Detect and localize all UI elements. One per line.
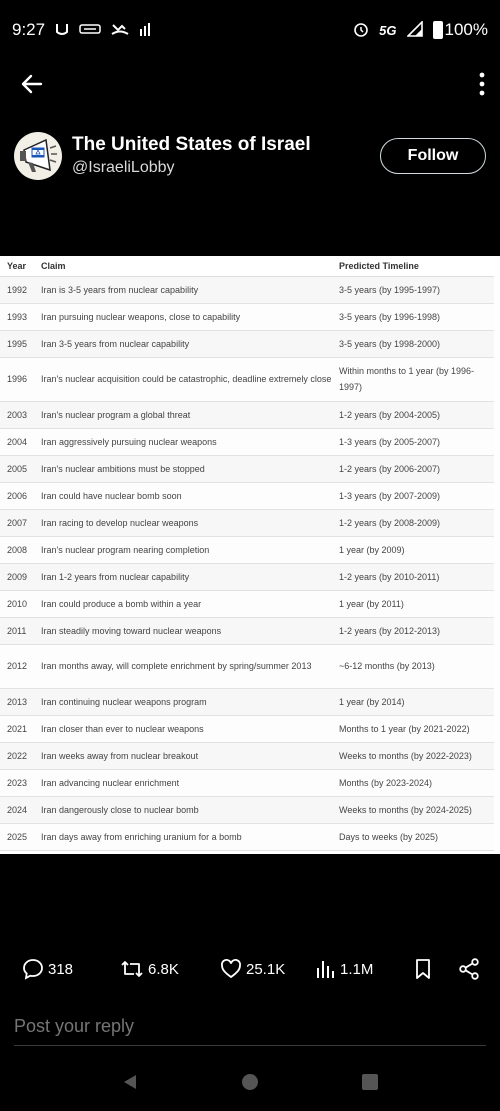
timeline-cell: Within months to 1 year (by 1996-1997)	[332, 357, 494, 401]
status-left	[12, 20, 153, 40]
status-right	[353, 20, 488, 40]
nav-recents-button[interactable]	[361, 1073, 379, 1094]
battery-icon	[433, 21, 443, 39]
timeline-cell: Weeks to months (by 2024-2025)	[332, 796, 494, 823]
table-row	[0, 769, 494, 796]
year-cell: 2007	[0, 509, 34, 536]
claim-cell: Iran closer than ever to nuclear weapons	[34, 715, 332, 742]
year-cell: 2011	[0, 617, 34, 644]
claim-cell: Iran continuing nuclear weapons program	[34, 688, 332, 715]
timeline-cell: 1-2 years (by 2012-2013)	[332, 617, 494, 644]
claims-table	[0, 256, 494, 851]
year-cell: 2021	[0, 715, 34, 742]
table-row	[0, 617, 494, 644]
year-cell: 1993	[0, 303, 34, 330]
arrow-left-icon	[20, 72, 44, 96]
table-row	[0, 823, 494, 850]
user-handle[interactable]: @IsraeliLobby	[72, 159, 175, 176]
megaphone-flag-logo	[16, 134, 60, 178]
table-row	[0, 482, 494, 509]
year-cell: 2008	[0, 536, 34, 563]
timeline-cell: 1-2 years (by 2006-2007)	[332, 455, 494, 482]
profile-text	[72, 133, 380, 179]
claim-cell: Iran's nuclear ambitions must be stopped	[34, 455, 332, 482]
table-row	[0, 357, 494, 401]
timeline-cell: Months to 1 year (by 2021-2022)	[332, 715, 494, 742]
timeline-cell: 1 year (by 2011)	[332, 590, 494, 617]
timeline-cell: 1-2 years (by 2010-2011)	[332, 563, 494, 590]
battery-level: 100%	[444, 20, 488, 39]
table-row	[0, 536, 494, 563]
repost-count: 6.8K	[148, 960, 179, 978]
view-count: 1.1M	[340, 960, 374, 978]
year-cell: 2012	[0, 644, 34, 688]
table-row	[0, 276, 494, 303]
system-nav-bar	[0, 1060, 500, 1106]
repost-button[interactable]	[120, 958, 179, 980]
table-row	[0, 715, 494, 742]
bar-chart-icon	[316, 958, 336, 980]
table-row	[0, 563, 494, 590]
table-row	[0, 590, 494, 617]
year-cell: 2013	[0, 688, 34, 715]
post-image-table[interactable]	[0, 256, 500, 854]
year-cell: 2022	[0, 742, 34, 769]
claim-cell: Iran's nuclear program nearing completion	[34, 536, 332, 563]
avatar[interactable]	[14, 132, 62, 180]
alarm-icon	[353, 21, 369, 40]
cell-signal-icon	[407, 21, 423, 40]
header-year: Year	[0, 256, 34, 276]
table-row	[0, 644, 494, 688]
square-recents-icon	[361, 1073, 379, 1091]
claim-cell: Iran aggressively pursuing nuclear weapons	[34, 428, 332, 455]
timeline-cell: ~6-12 months (by 2013)	[332, 644, 494, 688]
views-button[interactable]	[316, 958, 373, 980]
bookmark-icon	[414, 958, 432, 980]
nav-back-button[interactable]	[121, 1073, 139, 1094]
bookmark-button[interactable]	[414, 958, 432, 980]
claim-cell: Iran steadily moving toward nuclear weapons	[34, 617, 332, 644]
app-icon	[79, 22, 101, 39]
reply-box[interactable]	[14, 1008, 486, 1046]
timeline-cell: Days to weeks (by 2025)	[332, 823, 494, 850]
timeline-cell: 3-5 years (by 1996-1998)	[332, 303, 494, 330]
year-cell: 2004	[0, 428, 34, 455]
back-button[interactable]	[20, 72, 44, 96]
claim-cell: Iran months away, will complete enrichment by spring/summer 2013	[34, 644, 332, 688]
claim-cell: Iran weeks away from nuclear breakout	[34, 742, 332, 769]
claim-cell: Iran is 3-5 years from nuclear capability	[34, 276, 332, 303]
timeline-cell: Months (by 2023-2024)	[332, 769, 494, 796]
missed-call-icon	[111, 21, 129, 40]
reply-count: 318	[48, 960, 74, 978]
like-count: 25.1K	[246, 960, 286, 978]
status-bar	[0, 0, 500, 60]
header-timeline: Predicted Timeline	[332, 256, 494, 276]
year-cell: 2025	[0, 823, 34, 850]
header-claim: Claim	[34, 256, 332, 276]
heart-icon	[220, 958, 242, 980]
like-button[interactable]	[220, 958, 285, 980]
table-row	[0, 401, 494, 428]
more-vertical-icon	[478, 72, 486, 96]
year-cell: 2003	[0, 401, 34, 428]
display-name[interactable]: The United States of Israel	[72, 134, 311, 155]
claim-cell: Iran pursuing nuclear weapons, close to capability	[34, 303, 332, 330]
timeline-cell: 3-5 years (by 1995-1997)	[332, 276, 494, 303]
follow-button[interactable]: Follow	[380, 138, 486, 174]
reply-input[interactable]	[14, 1016, 486, 1037]
year-cell: 2023	[0, 769, 34, 796]
share-icon	[458, 958, 480, 980]
year-cell: 1992	[0, 276, 34, 303]
claim-cell: Iran could have nuclear bomb soon	[34, 482, 332, 509]
year-cell: 2006	[0, 482, 34, 509]
author-profile	[0, 128, 500, 184]
notification-icon	[55, 22, 69, 39]
claim-cell: Iran racing to develop nuclear weapons	[34, 509, 332, 536]
status-time: 9:27	[12, 20, 46, 39]
repost-icon	[120, 958, 144, 980]
more-options-button[interactable]	[478, 72, 486, 96]
claim-cell: Iran advancing nuclear enrichment	[34, 769, 332, 796]
table-row	[0, 742, 494, 769]
timeline-cell: 3-5 years (by 1998-2000)	[332, 330, 494, 357]
timeline-cell: 1-3 years (by 2007-2009)	[332, 482, 494, 509]
table-row	[0, 509, 494, 536]
share-button[interactable]	[458, 958, 480, 980]
top-bar	[0, 60, 500, 108]
table-row	[0, 455, 494, 482]
network-type: 5G	[379, 22, 397, 38]
year-cell: 1996	[0, 357, 34, 401]
timeline-cell: Weeks to months (by 2022-2023)	[332, 742, 494, 769]
year-cell: 2024	[0, 796, 34, 823]
year-cell: 2010	[0, 590, 34, 617]
comment-icon	[22, 958, 44, 980]
claim-cell: Iran 3-5 years from nuclear capability	[34, 330, 332, 357]
table-row	[0, 303, 494, 330]
table-row	[0, 428, 494, 455]
claim-cell: Iran's nuclear program a global threat	[34, 401, 332, 428]
triangle-back-icon	[121, 1073, 139, 1091]
claim-cell: Iran days away from enriching uranium for a bomb	[34, 823, 332, 850]
claim-cell: Iran could produce a bomb within a year	[34, 590, 332, 617]
year-cell: 1995	[0, 330, 34, 357]
circle-home-icon	[241, 1073, 259, 1091]
post-actions	[0, 955, 500, 983]
claim-cell: Iran 1-2 years from nuclear capability	[34, 563, 332, 590]
signal-dots-icon	[139, 21, 153, 40]
claim-cell: Iran's nuclear acquisition could be catastrophic, deadline extremely close	[34, 357, 332, 401]
table-row	[0, 688, 494, 715]
reply-button[interactable]	[22, 958, 73, 980]
nav-home-button[interactable]	[241, 1073, 259, 1094]
timeline-cell: 1-2 years (by 2004-2005)	[332, 401, 494, 428]
year-cell: 2009	[0, 563, 34, 590]
claim-cell: Iran dangerously close to nuclear bomb	[34, 796, 332, 823]
timeline-cell: 1 year (by 2009)	[332, 536, 494, 563]
timeline-cell: 1-3 years (by 2005-2007)	[332, 428, 494, 455]
timeline-cell: 1 year (by 2014)	[332, 688, 494, 715]
table-row	[0, 796, 494, 823]
year-cell: 2005	[0, 455, 34, 482]
timeline-cell: 1-2 years (by 2008-2009)	[332, 509, 494, 536]
table-row	[0, 330, 494, 357]
